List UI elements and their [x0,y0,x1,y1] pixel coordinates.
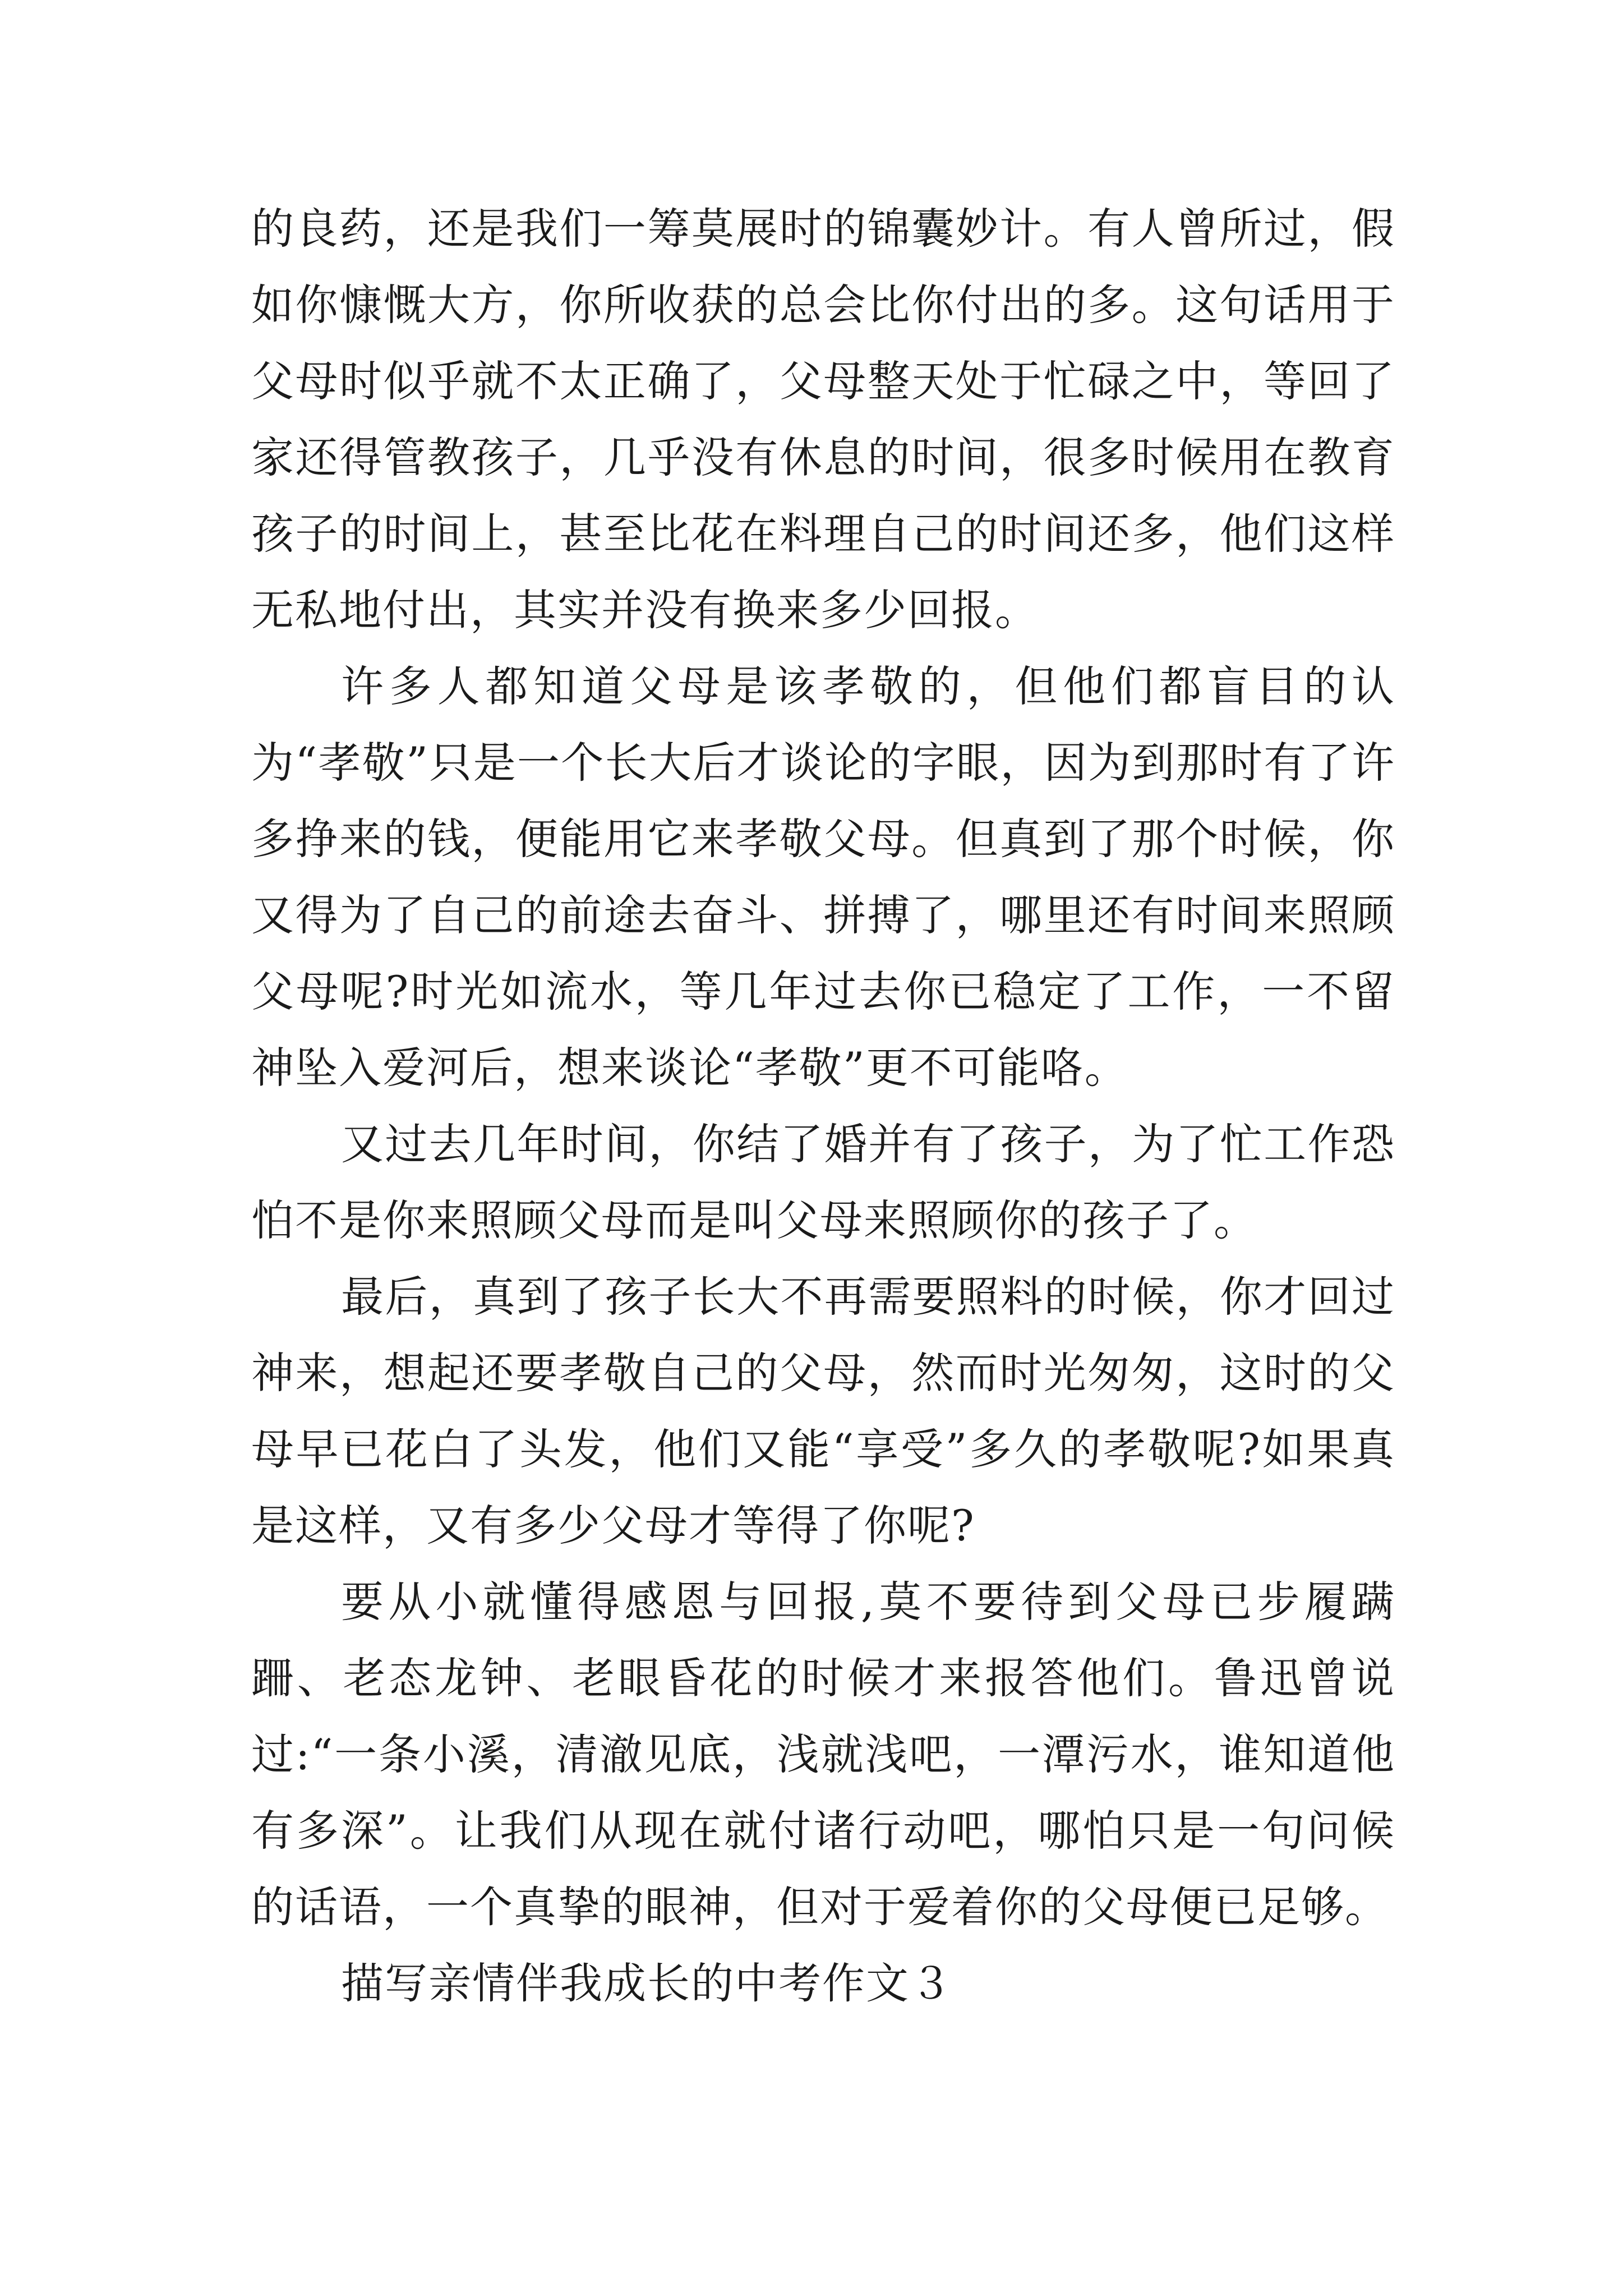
paragraph-gratitude: 要从小就懂得感恩与回报,莫不要待到父母已步履蹒跚、老态龙钟、老眼昏花的时候才来报答他们。鲁迅曾说过:“一条小溪，清澈见底，浅就浅吧，一潭污水，谁知道他有多深”。让我们从现在就付诸行动吧，哪怕只是一句问候的话语，一个真挚的眼神，但对于爱着你的父母便已足够。 [251,1577,1395,1932]
paragraph-finally: 最后，真到了孩子长大不再需要照料的时候，你才回过神来，想起还要孝敬自己的父母，然而时光匆匆，这时的父母早已花白了头发，他们又能“享受”多久的孝敬呢?如果真是这样，又有多少父母才等得了你呢? [251,1272,1395,1550]
paragraph-marriage: 又过去几年时间，你结了婚并有了孩子，为了忙工作恐怕不是你来照顾父母而是叫父母来照顾你的孩子了。 [251,1119,1395,1245]
article-body [251,191,1395,2022]
paragraph-filial-piety: 许多人都知道父母是该孝敬的，但他们都盲目的认为“孝敬”只是一个长大后才谈论的字眼，因为到那时有了许多挣来的钱，便能用它来孝敬父母。但真到了那个时候，你又得为了自己的前途去奋斗、拼搏了，哪里还有时间来照顾父母呢?时光如流水，等几年过去你已稳定了工作，一不留神坠入爱河后，想来谈论“孝敬”更不可能咯。 [251,661,1395,1093]
section-heading: 描写亲情伴我成长的中考作文３ [341,1958,953,2008]
paragraph-continued: 的良药，还是我们一筹莫展时的锦囊妙计。有人曾所过，假如你慷慨大方，你所收获的总会比你付出的多。这句话用于父母时似乎就不太正确了，父母整天处于忙碌之中，等回了家还得管教孩子，几乎没有休息的时间，很多时候用在教育孩子的时间上，甚至比花在料理自己的时间还多，他们这样无私地付出，其实并没有换来多少回报。 [251,204,1395,635]
